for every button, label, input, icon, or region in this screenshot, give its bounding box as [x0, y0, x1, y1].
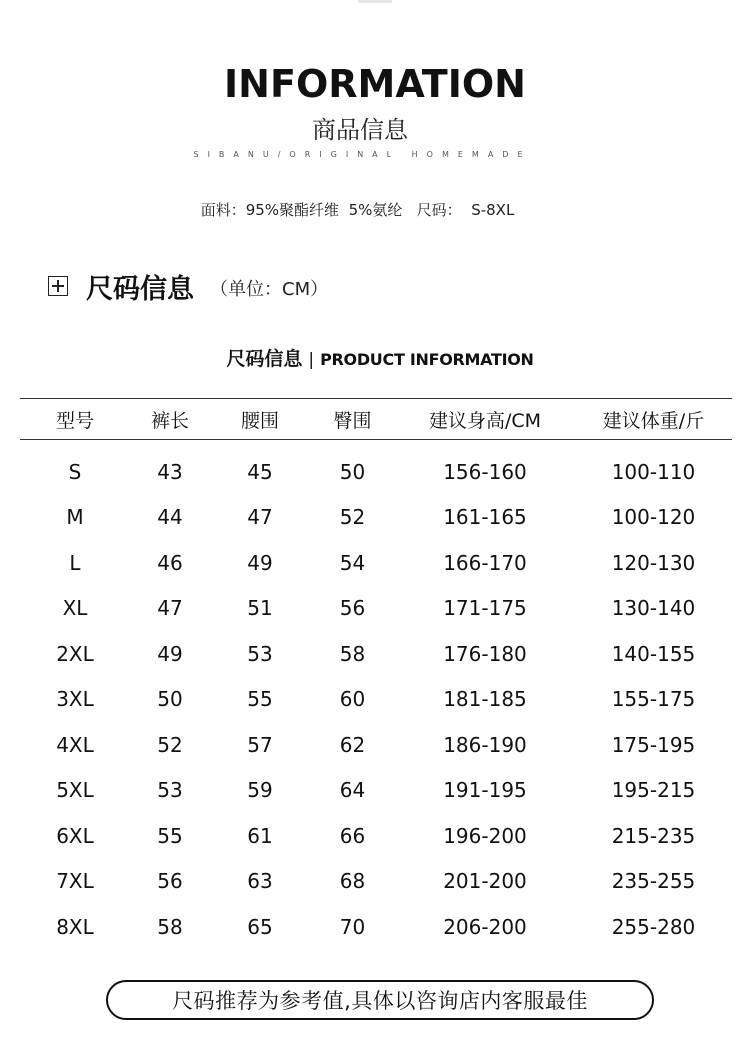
- table-cell: 53: [157, 778, 183, 803]
- table-cell: 2XL: [56, 641, 94, 666]
- table-cell: 6XL: [56, 823, 94, 848]
- size-section-header: [48, 266, 328, 306]
- table-cell: 56: [339, 596, 366, 621]
- column-header: 型号: [55, 409, 94, 432]
- table-cell: 50: [339, 459, 366, 484]
- table-cell: 62: [339, 732, 366, 757]
- column-header: 建议体重/斤: [602, 409, 705, 432]
- table-cell: 255-280: [611, 914, 696, 939]
- table-cell: 44: [157, 505, 183, 530]
- table-cell: 181-185: [443, 687, 527, 712]
- table-cell: 68: [339, 869, 366, 894]
- table-row: [20, 859, 732, 905]
- size-note-pill: [106, 980, 654, 1020]
- table-cell: 57: [247, 732, 273, 757]
- column-header: 腰围: [240, 409, 279, 432]
- table-caption-en: PRODUCT INFORMATION: [320, 350, 534, 369]
- table-cell: 195-215: [611, 778, 696, 803]
- table-row: [20, 813, 732, 859]
- table-cell: 100-110: [611, 459, 696, 484]
- table-cell: 175-195: [611, 732, 696, 757]
- table-cell: 100-120: [611, 505, 696, 530]
- table-cell: L: [69, 550, 81, 575]
- table-cell: 49: [157, 641, 183, 666]
- table-cell: 49: [247, 550, 273, 575]
- column-header: 建议身高/CM: [428, 409, 542, 432]
- table-row: [20, 722, 732, 768]
- table-cell: 50: [157, 687, 183, 712]
- table-cell: 53: [247, 641, 273, 666]
- table-cell: 43: [157, 459, 183, 484]
- section-title: 尺码信息: [86, 273, 194, 305]
- table-cell: 55: [247, 687, 273, 712]
- table-cell: 63: [247, 869, 273, 894]
- table-cell: 60: [339, 687, 366, 712]
- table-cell: 52: [157, 732, 183, 757]
- table-cell: 206-200: [443, 914, 527, 939]
- table-cell: 196-200: [443, 823, 527, 848]
- table-caption: [0, 344, 750, 371]
- table-row: [20, 495, 732, 541]
- table-cell: 54: [339, 550, 366, 575]
- table-cell: 201-200: [443, 869, 527, 894]
- table-cell: 3XL: [56, 687, 94, 712]
- page-title: INFORMATION: [224, 62, 526, 106]
- table-cell: 51: [247, 596, 273, 621]
- table-cell: 58: [157, 914, 183, 939]
- table-cell: 186-190: [443, 732, 527, 757]
- table-cell: 161-165: [443, 505, 527, 530]
- table-cell: 166-170: [443, 550, 527, 575]
- table-row: [20, 768, 732, 814]
- table-cell: 47: [247, 505, 273, 530]
- table-caption-separator: |: [308, 350, 315, 370]
- table-header-row: [20, 399, 732, 440]
- size-table: [20, 398, 732, 950]
- section-unit: （单位：CM）: [210, 279, 329, 300]
- top-divider-mark: [358, 0, 392, 3]
- size-note-text: 尺码推荐为参考值,具体以咨询店内客服最佳: [172, 989, 588, 1013]
- table-cell: 130-140: [611, 596, 696, 621]
- table-row: [20, 540, 732, 586]
- table-cell: 52: [339, 505, 366, 530]
- table-cell: 155-175: [611, 687, 696, 712]
- table-cell: S: [68, 459, 82, 484]
- table-row: [20, 677, 732, 723]
- table-cell: 65: [247, 914, 273, 939]
- table-row: [20, 440, 732, 495]
- table-cell: 4XL: [56, 732, 94, 757]
- table-cell: 156-160: [443, 459, 527, 484]
- column-header: 裤长: [150, 409, 189, 432]
- table-cell: 215-235: [611, 823, 696, 848]
- table-cell: 55: [157, 823, 183, 848]
- plus-box-icon: [48, 276, 68, 296]
- table-cell: 120-130: [611, 550, 696, 575]
- table-cell: 171-175: [443, 596, 527, 621]
- table-cell: 59: [247, 778, 273, 803]
- table-cell: 45: [247, 459, 273, 484]
- table-cell: 191-195: [443, 778, 527, 803]
- table-cell: 58: [339, 641, 366, 666]
- fabric-info: 面料：95%聚酯纤维 5%氨纶 尺码： S-8XL: [200, 201, 515, 219]
- table-cell: 8XL: [56, 914, 94, 939]
- table-row: [20, 631, 732, 677]
- brand-tagline: SIBANU/ORIGINAL HOMEMADE: [193, 150, 532, 159]
- table-cell: 61: [247, 823, 273, 848]
- table-cell: 70: [339, 914, 366, 939]
- column-header: 臀围: [333, 409, 372, 432]
- table-row: [20, 586, 732, 632]
- table-cell: 56: [157, 869, 183, 894]
- table-cell: XL: [62, 596, 88, 621]
- table-cell: 66: [339, 823, 366, 848]
- table-cell: 140-155: [611, 641, 696, 666]
- table-cell: 235-255: [611, 869, 696, 894]
- table-cell: 46: [157, 550, 183, 575]
- table-cell: 64: [339, 778, 366, 803]
- table-cell: 7XL: [56, 869, 94, 894]
- table-caption-cn: 尺码信息: [226, 348, 303, 370]
- table-cell: 47: [157, 596, 183, 621]
- table-cell: 5XL: [56, 778, 94, 803]
- table-cell: M: [66, 505, 84, 530]
- page-subtitle: 商品信息: [312, 116, 408, 144]
- table-cell: 176-180: [443, 641, 527, 666]
- table-row: [20, 904, 732, 950]
